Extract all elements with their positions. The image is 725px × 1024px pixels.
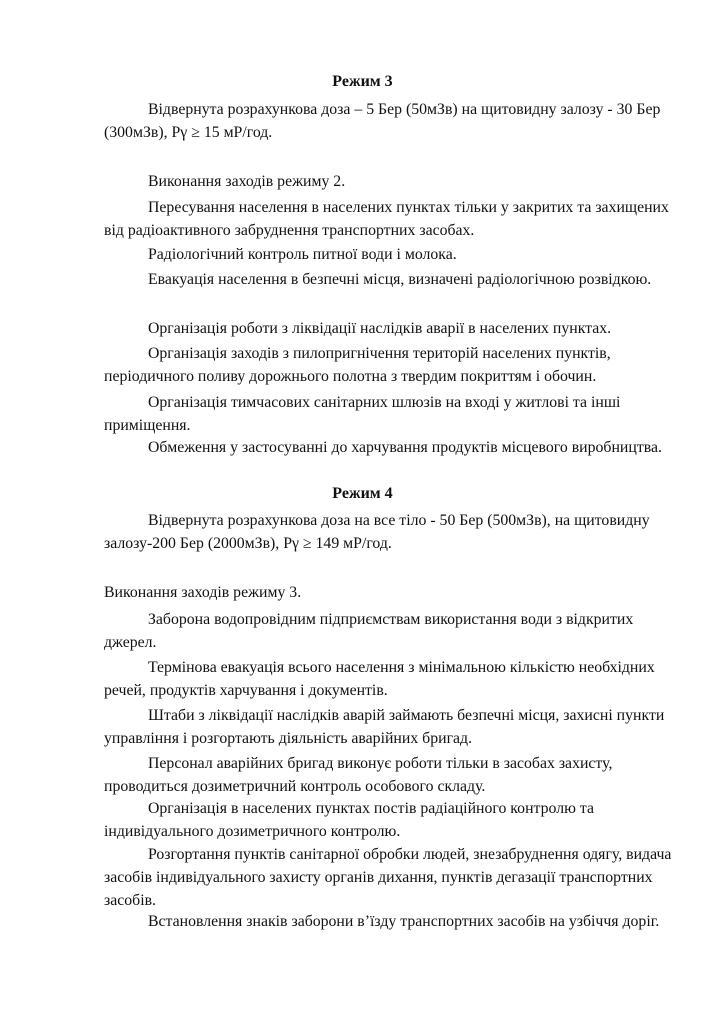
mode4-dose: Відвернута розрахункова доза на все тіло - 50 Бер (500мЗв), на щитовидну залозу-200 Бер (2000мЗв), Pγ ≥ 149 мР/год. (104, 512, 650, 552)
mode4-item: Заборона водопровідним підприємствам використання води з відкритих джерел. (104, 611, 634, 651)
mode3-item: Організація тимчасових санітарних шлюзів на вході у житлові та інші приміщення. (104, 394, 621, 434)
mode4-item: Виконання заходів режиму 3. (104, 584, 302, 601)
mode3-item: Виконання заходів режиму 2. (148, 173, 346, 190)
mode3-item: Обмеження у застосуванні до харчування продуктів місцевого виробництва. (148, 439, 662, 456)
mode4-item: Організація в населених пунктах постів радіаційного контролю та індивідуального дозиметричного контролю. (104, 800, 594, 840)
mode3-item: Організація заходів з пилопригнічення територій населених пунктів, періодичного поливу дорожнього полотна з твердим покриттям і обочин. (104, 345, 611, 385)
mode3-item: Радіологічний контроль питної води і молока. (148, 246, 457, 263)
mode4-item: Встановлення знаків заборони в’їзду транспортних засобів на узбіччя доріг. (148, 913, 660, 930)
mode3-title: Режим 3 (332, 73, 393, 90)
mode3-item: Пересування населення в населених пунктах тільки у закритих та захищених від радіоактивного забруднення транспортних засобах. (104, 199, 669, 239)
mode4-item: Розгортання пунктів санітарної обробки людей, знезабруднення одягу, видача засобів індивідуального захисту органів дихання, пунктів дегазації транспортних засобів. (104, 846, 672, 909)
mode3-item: Організація роботи з ліквідації наслідків аварії в населених пунктах. (148, 320, 612, 337)
mode4-title: Режим 4 (332, 485, 393, 502)
mode4-item: Штаби з ліквідації наслідків аварій займають безпечні місця, захисні пункти управління і розгортають діяльність аварійних бригад. (104, 707, 665, 747)
mode4-item: Персонал аварійних бригад виконує роботи тільки в засобах захисту, проводиться дозиметричний контроль особового складу. (104, 755, 613, 795)
mode4-item: Термінова евакуація всього населення з мінімальною кількістю необхідних речей, продуктів харчування і документів. (104, 659, 655, 699)
mode3-item: Евакуація населення в безпечні місця, визначені радіологічною розвідкою. (148, 271, 652, 288)
mode3-dose: Відвернута розрахункова доза – 5 Бер (50мЗв) на щитовидну залозу - 30 Бер (300мЗв), Pγ ≥ 15 мР/год. (104, 101, 661, 141)
